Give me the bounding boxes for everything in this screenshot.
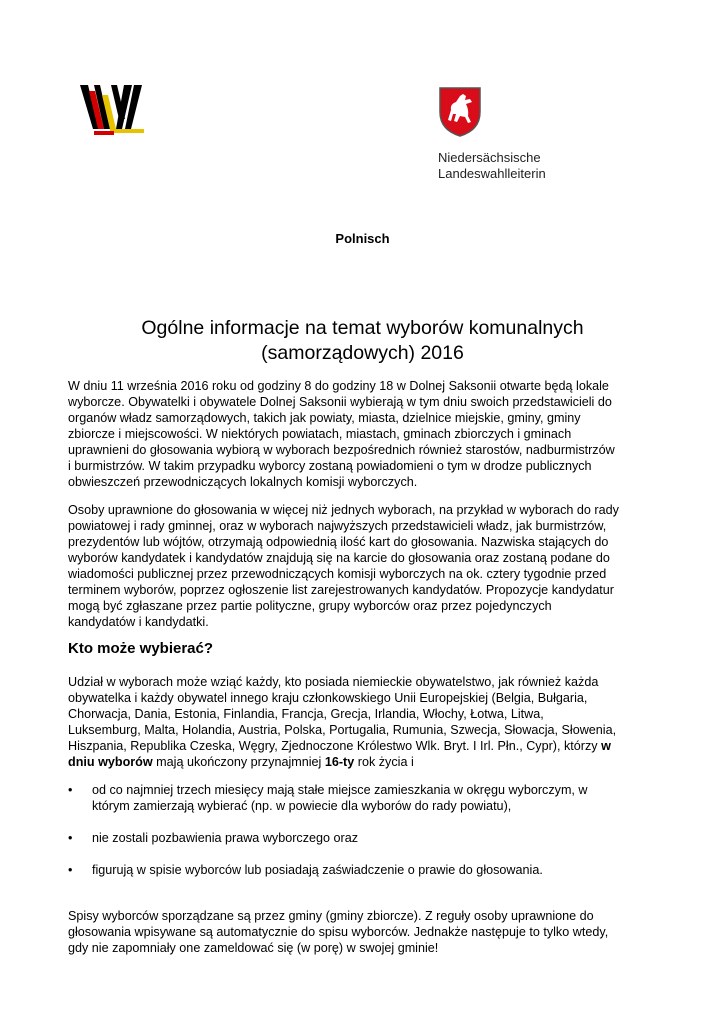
paragraph-line: W dniu 11 września 2016 roku od godziny 8 do godziny 18 w Dolnej Saksonii otwarte będą lokale — [68, 379, 609, 393]
lower-saxony-crest-icon — [438, 86, 482, 138]
paragraph-line: prezydentów lub wójtów, otrzymają odpowiednią ilość kart do głosowania. Nazwiska stających do — [68, 535, 609, 549]
bold-run: dniu wyborów — [68, 755, 153, 769]
paragraph-line: uprawnieni do głosowania wybiorą w wyborach bezpośrednich również starostów, nadburmistrzów — [68, 443, 615, 457]
paragraph-line: Osoby uprawnione do głosowania w więcej niż jednych wyborach, na przykład w wyborach do rady — [68, 503, 619, 517]
text-run: Hiszpania, Republika Czeska, Węgry, Zjednoczone Królestwo Wlk. Bryt. I Irl. Płn., Cypr), którzy — [68, 739, 602, 753]
paragraph-line: Luksemburg, Malta, Holandia, Austria, Polska, Portugalia, Rumunia, Szwecja, Słowacja, Słowenia, — [68, 723, 617, 737]
paragraph-line: organów władz samorządowych, takich jak powiaty, miasta, dzielnice miejskie, gminy, gminy — [68, 411, 581, 425]
bullet-line: którym zamierzają wybierać (np. w powiecie dla wyborów do rady powiatu), — [92, 799, 512, 813]
paragraph-line: Spisy wyborców sporządzane są przez gminy (gminy zbiorcze). Z reguły osoby uprawnione do — [68, 909, 594, 923]
title-line-2: (samorządowych) 2016 — [261, 342, 464, 364]
bullet-line: od co najmniej trzech miesięcy mają stałe miejsce zamieszkania w okręgu wyborczym, w — [92, 783, 588, 797]
paragraph-line: gdy nie zapomniały one zameldować się (w porę) w swojej gminie! — [68, 941, 439, 955]
paragraph-line: Chorwacja, Dania, Estonia, Finlandia, Francja, Grecja, Irlandia, Włochy, Łotwa, Litwa, — [68, 707, 544, 721]
bullet-icon: • — [68, 783, 73, 797]
paragraph-line: obwieszczeń przewodniczących lokalnych komisji wyborczych. — [68, 475, 418, 489]
paragraph-line: głosowania wpisywane są automatycznie do spisu wyborców. Jednakże następuje to tylko wtedy, — [68, 925, 609, 939]
bullet-line: nie zostali pozbawienia prawa wyborczego oraz — [92, 831, 359, 845]
authority-line-1: Niedersächsische — [438, 150, 541, 165]
language-label: Polnisch — [335, 231, 390, 246]
section-heading: Kto może wybierać? — [68, 640, 214, 657]
paragraph-line: i burmistrzów. W takim przypadku wyborcy zostaną powiadomieni o tym w drodze publicznych — [68, 459, 592, 473]
paragraph-line: mogą być zgłaszane przez partie polityczne, grupy wyborców oraz przez pojedynczych — [68, 599, 552, 613]
paragraph-intro — [68, 378, 668, 490]
paragraph-eligibility — [68, 674, 668, 770]
paragraph-line: obywatelka i każdy obywatel innego kraju członkowskiego Unii Europejskiej (Belgia, Bułgaria, — [68, 691, 588, 705]
paragraph-line — [68, 754, 668, 770]
bullet-icon: • — [68, 863, 73, 877]
text-run: rok życia i — [354, 755, 414, 769]
paragraph-line — [68, 738, 668, 754]
bullet-icon: • — [68, 831, 73, 845]
bold-run: 16-ty — [324, 755, 355, 769]
text-run: mają ukończony przynajmniej — [152, 755, 325, 769]
paragraph-line: powiatowej i rady gminnej, oraz w wyborach najwyższych przedstawicieli władz, jak burmistrzów, — [68, 519, 607, 533]
paragraph-line: wyborów kandydatek i kandydatów znajdują się na karcie do głosowania oraz zostaną podane do — [68, 551, 610, 565]
paragraph-line: wyborcze. Obywatelki i obywatele Dolnej Saksonii wybierają w tym dniu swoich przedstawicieli do — [68, 395, 612, 409]
paragraph-line: wiadomości publicznej przez przewodniczących komisji wyborczych na ok. cztery tygodnie przed — [68, 567, 607, 581]
authority-line-2: Landeswahlleiterin — [438, 166, 546, 181]
title-line-1: Ogólne informacje na temat wyborów komunalnych — [141, 317, 584, 339]
paragraph-line: zbiorcze i miejscowości. W niektórych powiatach, miastach, gminach zbiorczych i gminach — [68, 427, 572, 441]
paragraph-line: terminem wyborów, poprzez ogłoszenie list zarejestrowanych kandydatów. Propozycje kandydatur — [68, 583, 615, 597]
paragraph-line: kandydatów i kandydatki. — [68, 615, 209, 629]
paragraph-ballots — [68, 502, 668, 630]
paragraph-voter-lists — [68, 908, 668, 956]
bullet-line: figurują w spisie wyborców lub posiadają zaświadczenie o prawie do głosowania. — [92, 863, 543, 877]
authority-name — [438, 150, 546, 182]
page-title — [0, 316, 725, 366]
election-authority-logo — [80, 85, 144, 135]
paragraph-line: Udział w wyborach może wziąć każdy, kto posiada niemieckie obywatelstwo, jak również każda — [68, 675, 599, 689]
bold-run: w — [601, 739, 611, 753]
